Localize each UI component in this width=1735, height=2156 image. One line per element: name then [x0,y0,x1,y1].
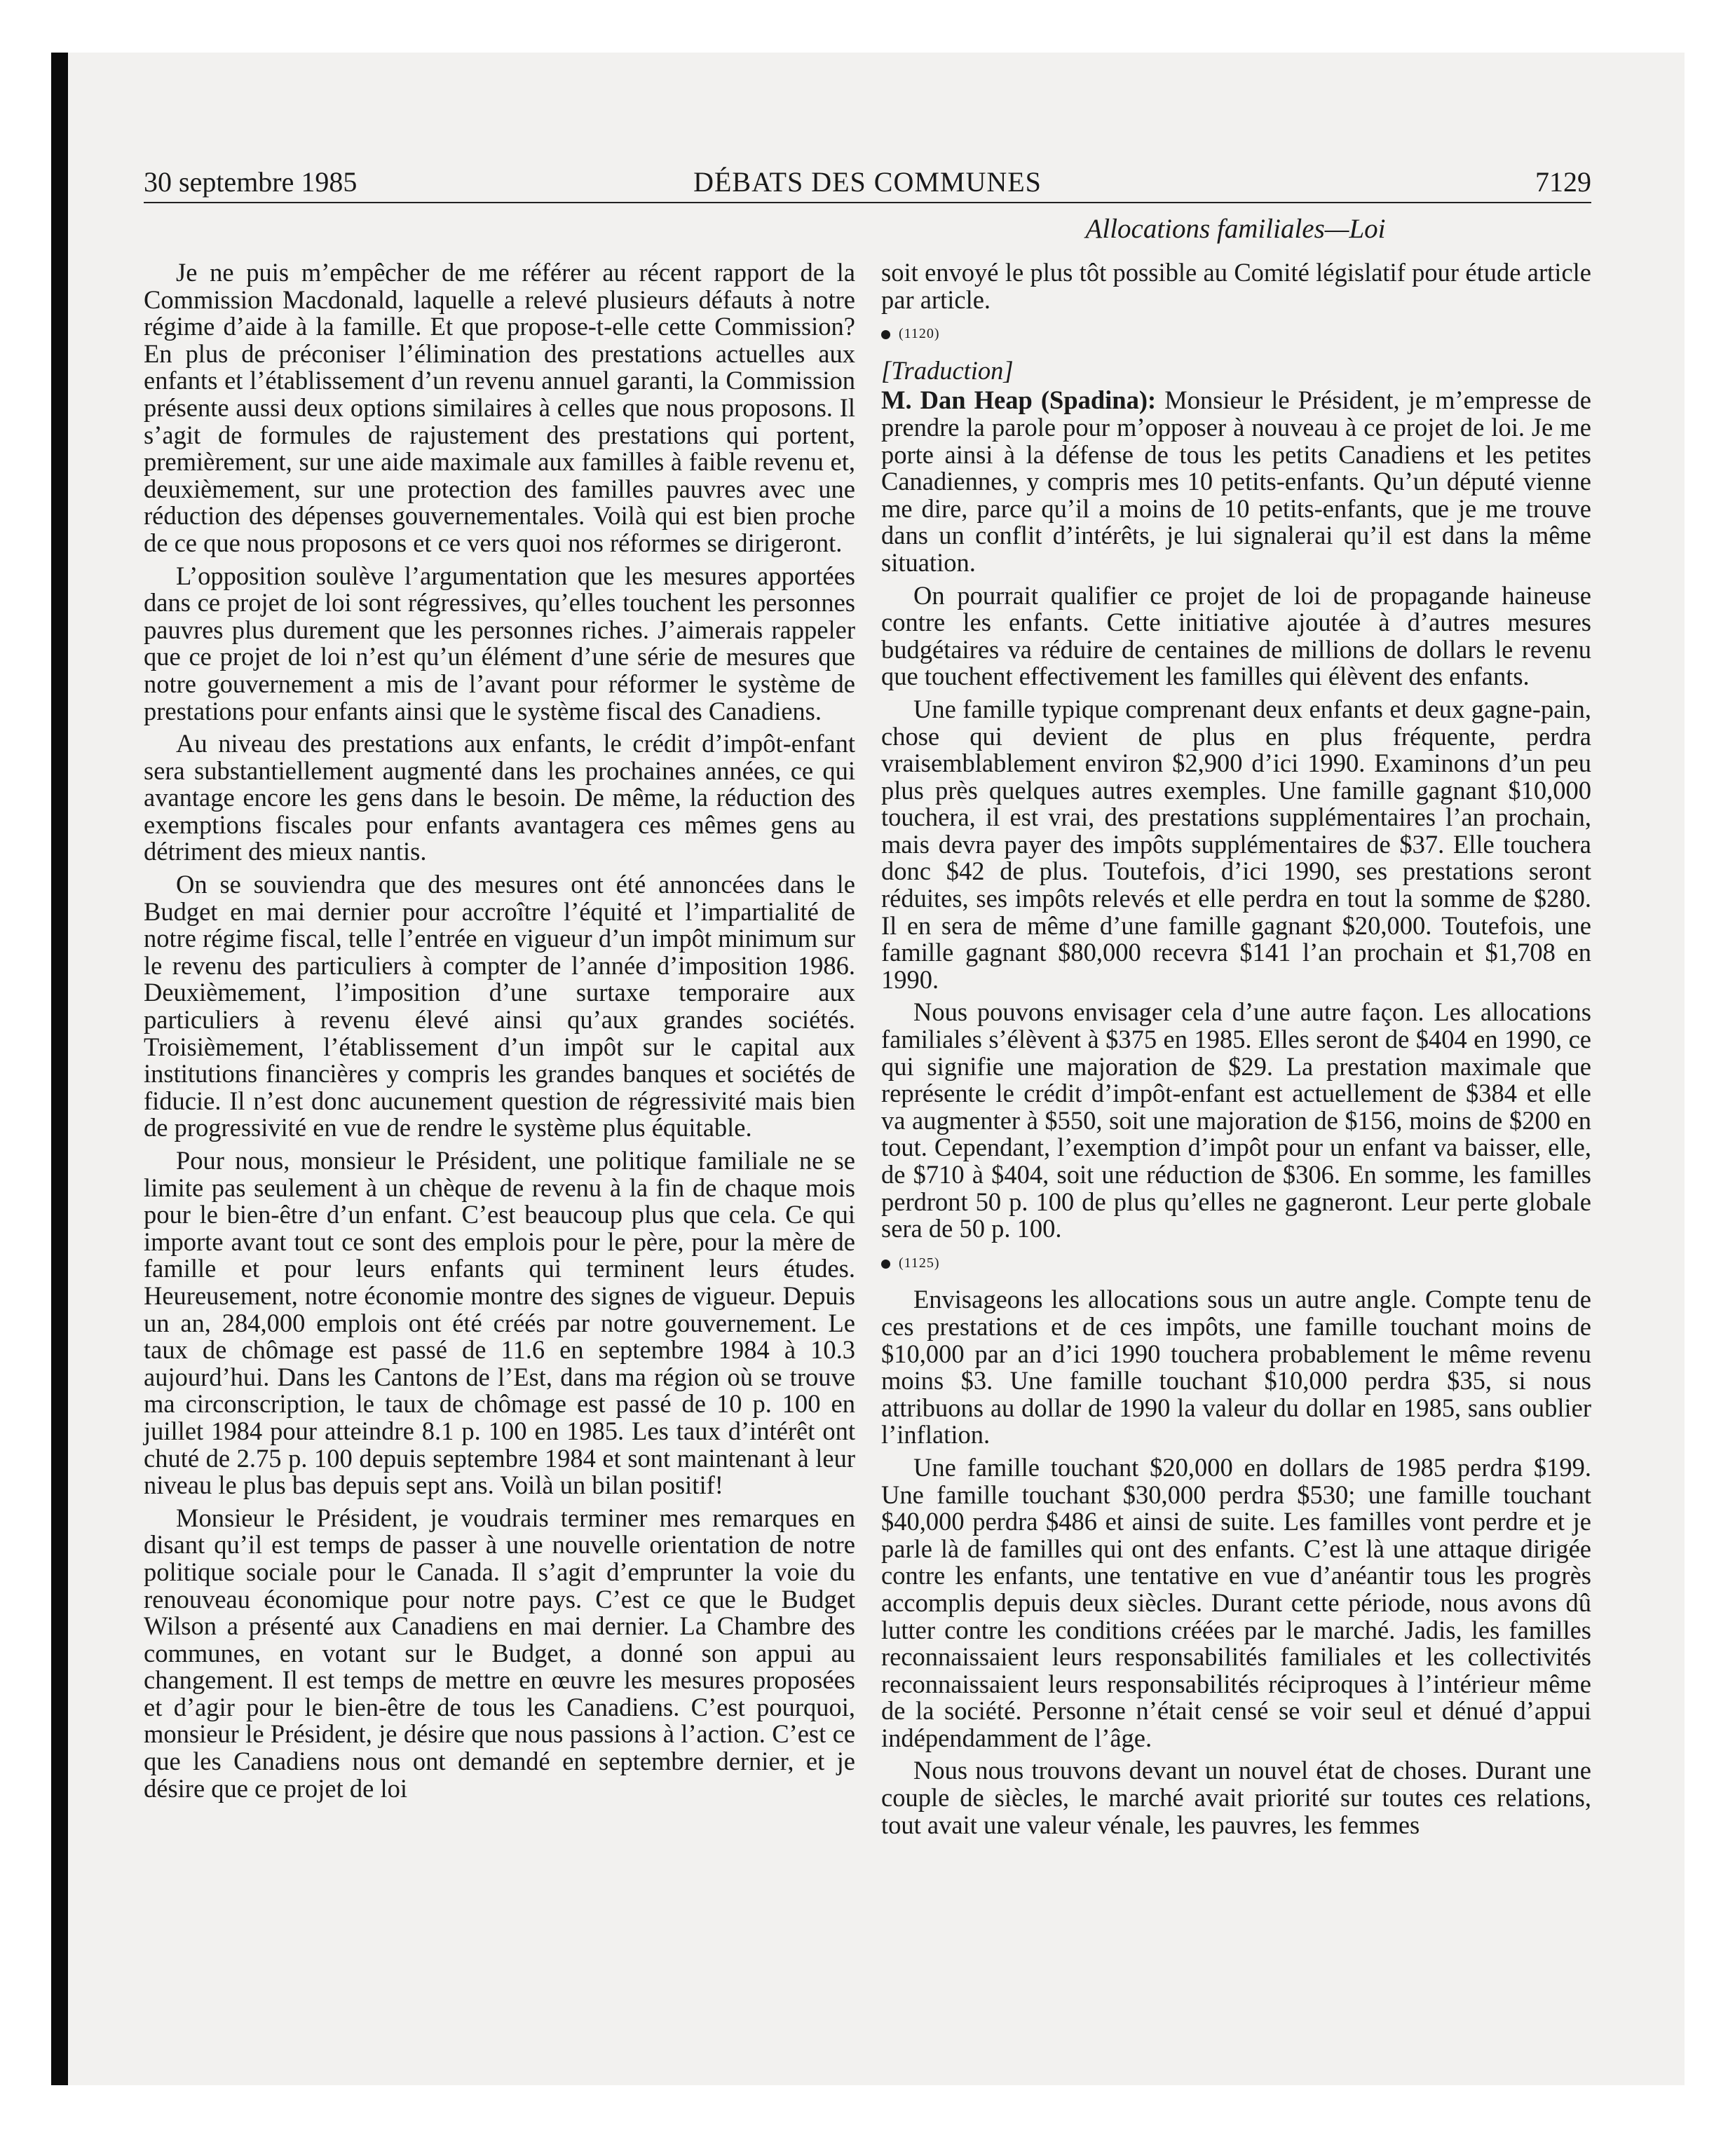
speaker-paragraph [881,387,1591,576]
left-column [144,259,855,1808]
right-column [881,259,1591,1844]
speech-text: Monsieur le Président, je m’empresse de prendre la parole pour m’opposer à nouveau à ce projet de loi. Je me porte ainsi à la défense de tous les petits Canadiens et les petites Canadiennes, y compris mes 10 petits-enfants. Qu’un député vienne me dire, parce qu’il a moins de 10 petits-enfants, que je me trouve dans un conflit d’intérêts, je lui signalerai qu’il est dans la même situation. [881,386,1591,577]
header-title: DÉBATS DES COMMUNES [693,166,1042,198]
translation-note: [Traduction] [881,355,1014,385]
paragraph: Une famille typique comprenant deux enfants et deux gagne-pain, chose qui devient de plus en plus fréquente, perdra vraisemblablement environ $2,900 d’ici 1990. Examinons d’un peu plus près quelques autres exemples. Une famille gagnant $10,000 touchera, il est vrai, des prestations supplémentaires l’an prochain, mais devra payer des impôts supplémentaires de $37. Elle touchera donc $42 de plus. Toutefois, d’ici 1990, ses prestations seront réduites, ses impôts relevés et elle perdra en tout la somme de $280. Il en sera de même d’une famille gagnant $20,000. Toutefois, une famille gagnant $80,000 recevra $141 l’an prochain et $1,708 en 1990. [881,694,1591,994]
paragraph: Pour nous, monsieur le Président, une politique familiale ne se limite pas seulement à un chèque de revenu à la fin de chaque mois pour le bien-être d’un enfant. C’est beaucoup plus que cela. Ce qui importe avant tout ce sont des emplois pour le père, pour la mère de famille et pour leurs enfants qui terminent leurs études. Heureusement, notre économie montre des signes de vigueur. Depuis un an, 284,000 emplois ont été créés par notre gouvernement. Le taux de chômage est passé de 11.6 en septembre 1984 à 10.3 aujourd’hui. Dans les Cantons de l’Est, dans ma région où se trouve ma circonscription, le taux de chômage est passé de 10 p. 100 en juillet 1984 pour atteindre 8.1 p. 100 en 1985. Les taux d’intérêt ont chuté de 2.75 p. 100 depuis septembre 1984 et sont maintenant à leur niveau le plus bas depuis sept ans. Voilà un bilan positif! [144,1146,855,1500]
paragraph: Au niveau des prestations aux enfants, le crédit d’impôt-enfant sera substantiellement augmenté dans les prochaines années, ce qui avantage encore les gens dans le besoin. De même, la réduction des exemptions fiscales pour enfants avantagera ces mêmes gens au détriment des mieux nantis. [144,729,855,866]
paragraph: soit envoyé le plus tôt possible au Comité législatif pour étude article par article. [881,258,1591,314]
paragraph: Monsieur le Président, je voudrais terminer mes remarques en disant qu’il est temps de passer à une nouvelle orientation de notre politique sociale pour le Canada. Il s’agit d’emprunter la voie du renouveau économique pour notre pays. C’est ce que le Budget Wilson a présenté aux Canadiens en mai dernier. La Chambre des communes, en votant sur le Budget, a donné son appui au changement. Il est temps de mettre en œuvre les mesures proposées et d’agir pour le bien-être de tous les Canadiens. C’est pourquoi, monsieur le Président, je désire que nous passions à l’action. C’est ce que les Canadiens nous ont demandé en septembre dernier, et je désire que ce projet de loi [144,1503,855,1803]
page-number: 7129 [1535,166,1591,198]
paragraph: L’opposition soulève l’argumentation que les mesures apportées dans ce projet de loi sont régressives, qu’elles touchent les personnes pauvres plus durement que les personnes riches. J’aimerais rappeler que ce projet de loi n’est qu’un élément d’une série de mesures que notre gouvernement a mis de l’avant pour réformer le système de prestations pour enfants ainsi que le système fiscal des Canadiens. [144,561,855,725]
paragraph: On se souviendra que des mesures ont été annoncées dans le Budget en mai dernier pour accroître l’équité et l’impartialité de notre régime fiscal, telle l’entrée en vigueur d’un impôt minimum sur le revenu des particuliers à compter de l’année d’imposition 1986. Deuxièmement, l’imposition d’une surtaxe temporaire aux particuliers à revenu élevé ainsi qu’aux grandes sociétés. Troisièmement, l’établissement d’un impôt sur le capital aux institutions financières y compris les grandes banques et sociétés de fiducie. Il n’est donc aucunement question de régressivité mais bien de progressivité en vue de rendre le système plus équitable. [144,870,855,1142]
bullet-icon [881,330,890,339]
scan-binding-edge [51,53,68,2085]
time-marker [881,1250,1591,1277]
header-date: 30 septembre 1985 [144,166,358,198]
paragraph: On pourrait qualifier ce projet de loi de propagande haineuse contre les enfants. Cette initiative ajoutée à d’autres mesures budgétaires va réduire de centaines de millions de dollars le revenu que touchent effectivement les familles qui élèvent des enfants. [881,580,1591,691]
paragraph: Une famille touchant $20,000 en dollars de 1985 perdra $199. Une famille touchant $30,000 perdra $530; une famille touchant $40,000 perdra $486 et ainsi de suite. Les familles vont perdre et je parle là de familles qui ont des enfants. C’est là une attaque dirigée contre les enfants, une tentative en vue d’anéantir tous les progrès accomplis depuis deux siècles. Durant cette période, nous avons dû lutter contre les conditions créées par le marché. Jadis, les familles reconnaissaient leurs responsabilités familiales et les collectivités reconnaissaient leurs responsabilités réciproques à l’intérieur même de la société. Personne n’était censé se voir seul et dénué d’appui indépendamment de l’âge. [881,1452,1591,1752]
bullet-icon [881,1260,890,1269]
running-head: Allocations familiales—Loi [1085,214,1386,244]
header-rule [144,202,1591,203]
speaker-name: M. Dan Heap (Spadina): [881,386,1157,415]
time-marker-label: (1120) [899,326,940,342]
paragraph: Envisageons les allocations sous un autre angle. Compte tenu de ces prestations et de ces impôts, une famille touchant moins de $10,000 par an d’ici 1990 touchera probablement le même revenu moins $3. Une famille touchant $10,000 perdra $35, si nous attribuons au dollar de 1990 la valeur du dollar en 1985, sans oublier l’inflation. [881,1285,1591,1449]
paragraph: Nous pouvons envisager cela d’une autre façon. Les allocations familiales s’élèvent à $375 en 1985. Elles seront de $404 en 1990, ce qui signifie une majoration de $29. La prestation maximale que représente le crédit d’impôt-enfant est actuellement de $384 et elle va augmenter à $550, soit une majoration de $156, moins de $200 en tout. Cependant, l’exemption d’impôt pour un enfant va baisser, elle, de $710 à $404, soit une réduction de $306. En somme, les familles perdront 50 p. 100 de plus qu’elles ne gagneront. Leur perte globale sera de 50 p. 100. [881,997,1591,1243]
time-marker [881,320,1591,348]
time-marker-label: (1125) [899,1255,940,1271]
paragraph: Je ne puis m’empêcher de me référer au récent rapport de la Commission Macdonald, laquelle a relevé plusieurs défauts à notre régime d’aide à la famille. Et que propose-t-elle cette Commission? En plus de préconiser l’élimination des prestations actuelles aux enfants et l’établissement d’un revenu annuel garanti, la Commission présente aussi deux options similaires à celles que nous proposons. Il s’agit de formules de rajustement des prestations qui portent, premièrement, sur une aide maximale aux familles à faible revenu et, deuxièmement, sur une protection des familles pauvres avec une réduction des dépenses gouvernementales. Voilà qui est bien proche de ce que nous proposons et ce vers quoi nos réformes se dirigeront. [144,258,855,557]
paragraph: Nous nous trouvons devant un nouvel état de choses. Durant une couple de siècles, le marché avait priorité sur toutes ces relations, tout avait une valeur vénale, les pauvres, les femmes [881,1756,1591,1839]
